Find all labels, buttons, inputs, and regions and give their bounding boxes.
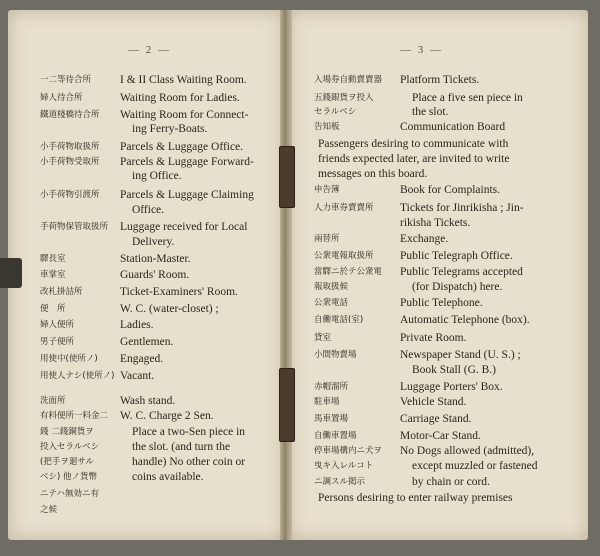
right-en-label: Tickets for Jinrikisha ; Jin- (400, 202, 524, 214)
right-jp-label: 駐車場 (314, 397, 340, 407)
right-en-label: Public Telegraph Office. (400, 250, 513, 262)
right-jp-label: 自働電話(室) (314, 315, 364, 325)
right-jp-label: 赤帽溜所 (314, 382, 349, 392)
left-en-label: Waiting Room for Connect- (120, 109, 249, 121)
left-en-label: Engaged. (120, 353, 164, 365)
left-en-label: Ladies. (120, 319, 154, 331)
right-jp-label: 公衆電報取扱所 (314, 251, 374, 261)
right-jp-label: 入場券自動賣賣器 (314, 75, 383, 85)
left-jp-label: 用使中(使所ノ) (40, 354, 98, 364)
right-jp-label: 報取扱候 (314, 282, 349, 292)
left-jp-label: 車掌室 (40, 270, 66, 280)
left-en-label: Waiting Room for Ladies. (120, 92, 240, 104)
left-jp-label: 婦人待合所 (40, 93, 83, 103)
right-jp-label: ニ調スル掲示 (314, 477, 366, 487)
right-en-label: Public Telephone. (400, 297, 483, 309)
right-en-label: by chain or cord. (412, 476, 490, 488)
right-en-label: Private Room. (400, 332, 467, 344)
right-jp-label: 小間物賣場 (314, 350, 357, 360)
right-en-label: Book for Complaints. (400, 184, 500, 196)
binder-clip (0, 258, 22, 288)
left-en-label: the slot. (and turn the (132, 441, 231, 453)
right-en-label: Exchange. (400, 233, 449, 245)
right-jp-label: 告知板 (314, 122, 340, 132)
left-jp-label: 婦人便所 (40, 320, 75, 330)
right-jp-label: 公衆電話 (314, 298, 349, 308)
right-en-label: Luggage Porters' Box. (400, 381, 503, 393)
page-number-right: — 3 — (400, 44, 443, 56)
right-en-label: except muzzled or fastened (412, 460, 538, 472)
left-en-label: W. C. (water-closet) ; (120, 303, 219, 315)
left-en-label: Wash stand. (120, 395, 176, 407)
right-en-label: Platform Tickets. (400, 74, 480, 86)
left-jp-label: 錢 二錢銅貨ヲ (40, 427, 94, 437)
right-en-label: Place a five sen piece in (412, 92, 523, 104)
page-number-left: — 2 — (128, 44, 171, 56)
right-jp-label: 兩替所 (314, 234, 340, 244)
left-en-label: Place a two-Sen piece in (132, 426, 246, 438)
right-jp-label: 當驛ニ於テ公衆電 (314, 267, 383, 277)
left-jp-label: ベシ) 他ノ貨幣 (40, 472, 98, 482)
right-en-label: Communication Board (400, 121, 506, 133)
right-jp-label: 貸室 (314, 333, 332, 343)
right-en-label: Newspaper Stand (U. S.) ; (400, 349, 521, 361)
left-jp-label: 投入セラルベシ (40, 442, 100, 452)
left-jp-label: 男子便所 (40, 337, 75, 347)
left-jp-label: 改札掛詰所 (40, 287, 83, 297)
right-en-label: friends expected later, are invited to write (318, 153, 510, 165)
left-jp-label: 小手荷物引渡所 (40, 190, 100, 200)
left-jp-label: 手荷物保管取扱所 (40, 222, 109, 232)
right-en-label: (for Dispatch) here. (412, 281, 503, 293)
left-en-label: ing Ferry-Boats. (132, 123, 208, 135)
right-jp-label: 曳キ入レルコト (314, 461, 374, 471)
right-en-label: Automatic Telephone (box). (400, 314, 530, 326)
right-en-label: the slot. (412, 106, 449, 118)
left-en-label: Luggage received for Local (120, 221, 248, 233)
left-jp-label: 一二等待合所 (40, 75, 92, 85)
left-en-label: Parcels & Luggage Claiming (120, 189, 254, 201)
left-jp-label: 便 所 (40, 304, 66, 314)
right-en-label: Motor-Car Stand. (400, 430, 481, 442)
left-jp-label: 有料便所一料金二 (40, 411, 109, 421)
left-en-label: W. C. Charge 2 Sen. (120, 410, 214, 422)
right-jp-label: セラルベシ (314, 107, 357, 117)
left-en-label: Station-Master. (120, 253, 191, 265)
book-gutter (280, 10, 292, 540)
left-en-label: Delivery. (132, 236, 175, 248)
right-en-label: Passengers desiring to communicate with (318, 138, 509, 150)
right-en-label: Public Telegrams accepted (400, 266, 523, 278)
right-jp-label: 停車場構内ニ犬ヲ (314, 446, 383, 456)
right-jp-label: 五錢銀貨ヲ投入 (314, 93, 374, 103)
left-jp-label: 洗面所 (40, 396, 66, 406)
right-jp-label: 申告簿 (314, 185, 340, 195)
left-jp-label: (把手ヲ廻サル (40, 457, 94, 467)
left-en-label: handle) No other coin or (132, 456, 246, 468)
right-en-label: Persons desiring to enter railway premises (318, 492, 513, 504)
right-en-label: No Dogs allowed (admitted), (400, 445, 535, 457)
right-en-label: messages on this board. (318, 168, 428, 180)
left-en-label: Parcels & Luggage Office. (120, 141, 244, 153)
left-jp-label: ニテハ無効ニ有 (40, 489, 99, 499)
left-en-label: Vacant. (120, 370, 155, 382)
left-en-label: Parcels & Luggage Forward- (120, 156, 254, 168)
left-en-label: Office. (132, 204, 165, 216)
right-jp-label: 馬車置場 (314, 414, 349, 424)
left-jp-label: 用使人ナシ(使所ノ) (40, 371, 115, 381)
staple-bottom (279, 368, 295, 442)
staple-top (279, 146, 295, 208)
right-en-label: Book Stall (G. B.) (412, 364, 497, 376)
left-en-label: ing Office. (132, 170, 182, 182)
right-jp-label: 人力車券賣賣所 (314, 203, 374, 213)
right-jp-label: 自働車置場 (314, 431, 357, 441)
left-jp-label: 小手荷物受取所 (40, 157, 100, 167)
left-jp-label: 驛長室 (40, 254, 66, 264)
left-jp-label: 之候 (40, 505, 58, 515)
left-jp-label: 小手荷物取扱所 (40, 142, 100, 152)
right-en-label: Vehicle Stand. (400, 396, 467, 408)
left-en-label: Ticket-Examiners' Room. (120, 286, 238, 298)
left-en-label: coins available. (132, 471, 204, 483)
left-en-label: I & II Class Waiting Room. (120, 74, 247, 86)
left-en-label: Gentlemen. (120, 336, 174, 348)
left-en-label: Guards' Room. (120, 269, 190, 281)
right-en-label: rikisha Tickets. (400, 217, 471, 229)
left-jp-label: 鐵道棧橋待合所 (40, 110, 100, 120)
right-en-label: Carriage Stand. (400, 413, 472, 425)
